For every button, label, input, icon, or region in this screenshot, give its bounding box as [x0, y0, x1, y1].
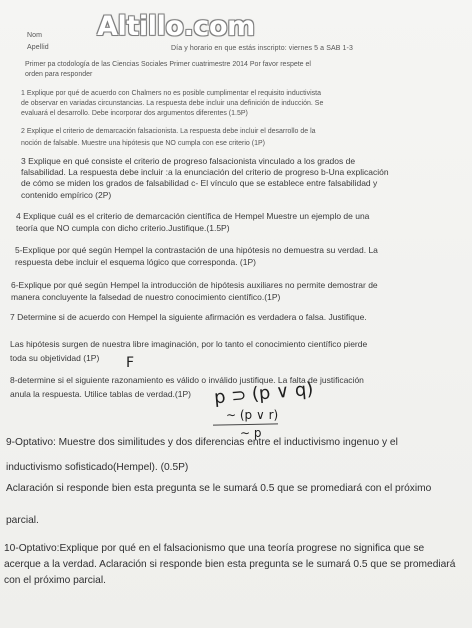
question-1-line-1: 1 Explique por qué de acuerdo con Chalmers no es posible cumplimentar el requisito inductivista	[21, 90, 321, 97]
surname-label: Apellid	[27, 44, 49, 51]
question-4-line-1: 4 Explique cuál es el criterio de demarcación científica de Hempel Muestre un ejemplo de una	[16, 211, 370, 221]
question-8-line-2: anula la respuesta. Utilice tablas de verdad.(1P)	[10, 389, 191, 399]
answer-f-annotation: F	[126, 355, 135, 371]
question-6-line-1: 6-Explique por qué según Hempel la introducción de hipótesis auxiliares no permite demostrar de	[11, 280, 378, 290]
question-7-line-3: toda su objetividad (1P)	[10, 353, 100, 363]
question-10-line-3: con el próximo parcial.	[4, 575, 106, 586]
note-9-line-2: parcial.	[6, 515, 39, 526]
schedule-info: Día y horario en que estás inscripto: viernes 5 a SAB 1-3	[171, 45, 353, 52]
question-8-line-1: 8-determine si el siguiente razonamiento es válido o inválido justifique. La falta de justificación	[10, 375, 364, 385]
question-5-line-1: 5-Explique por qué según Hempel la contrastación de una hipótesis no demuestra su verdad. La	[15, 245, 378, 255]
question-10-line-1: 10-Optativo:Explique por qué en el falsacionismo que una teoría progrese no significa que se	[4, 543, 425, 554]
site-logo: Altillo.com	[97, 11, 255, 42]
note-9-line-1: Aclaración si responde bien esta pregunta se le sumará 0.5 que se promediará con el próximo	[6, 483, 432, 494]
question-6-line-2: manera concluyente la falsedad de nuestro conocimiento científico.(1P)	[11, 292, 281, 302]
question-3-line-3: de cómo se miden los grados de falsabilidad c- El vínculo que se establece entre falsabilidad y	[21, 178, 378, 188]
question-7-line-1: 7 Determine si de acuerdo con Hempel la siguiente afirmación es verdadera o falsa. Justifique.	[10, 312, 367, 322]
exam-title-line-2: orden para responder	[25, 71, 93, 78]
question-9-line-1: 9-Optativo: Muestre dos similitudes y dos diferencias entre el inductivismo ingenuo y el	[6, 437, 398, 448]
question-10-line-2: acerque a la verdad. Aclaración si responde bien esta pregunta se le sumará 0.5 que se promediará	[4, 559, 456, 570]
question-1-line-2: de observar en variadas circunstancias. La respuesta debe incluir una definición de inducción. Se	[21, 100, 324, 107]
exam-title-line-1: Primer pa ctodología de las Ciencias Sociales Primer cuatrimestre 2014 Por favor respete el	[25, 61, 311, 68]
question-1-line-3: evaluará el desarrollo. Debe incorporar dos argumentos diferentes (1.5P)	[21, 110, 248, 117]
handwritten-conclusion: ∼ p	[240, 426, 262, 440]
name-label: Nom	[27, 32, 43, 39]
question-7-line-2: Las hipótesis surgen de nuestra libre imaginación, por lo tanto el conocimiento científico pierde	[10, 339, 368, 349]
question-3-line-4: contenido empírico (2P)	[21, 190, 112, 200]
question-5-line-2: respuesta debe incluir el esquema lógico que corresponda. (1P)	[15, 257, 256, 267]
handwritten-premise-1: p ⊃ (p ∨ q)	[213, 378, 315, 409]
question-2-line-2: noción de falsable. Muestre una hipótesis que NO cumpla con ese criterio (1P)	[21, 140, 265, 147]
question-3-line-1: 3 Explique en qué consiste el criterio de progreso falsacionista vinculado a los grados de	[21, 156, 356, 166]
question-3-line-2: falsabilidad. La respuesta debe incluir :a la enunciación del criterio de progreso b-Una explicación	[21, 167, 389, 177]
question-2-line-1: 2 Explique el criterio de demarcación falsacionista. La respuesta debe incluir el desarrollo de la	[21, 128, 316, 135]
question-9-line-2: inductivismo sofisticado(Hempel). (0.5P)	[6, 462, 189, 473]
handwritten-premise-2: ∼ (p ∨ r)	[226, 408, 279, 422]
question-4-line-2: teoría que NO cumpla con dicho criterio.Justifique.(1.5P)	[16, 223, 230, 233]
